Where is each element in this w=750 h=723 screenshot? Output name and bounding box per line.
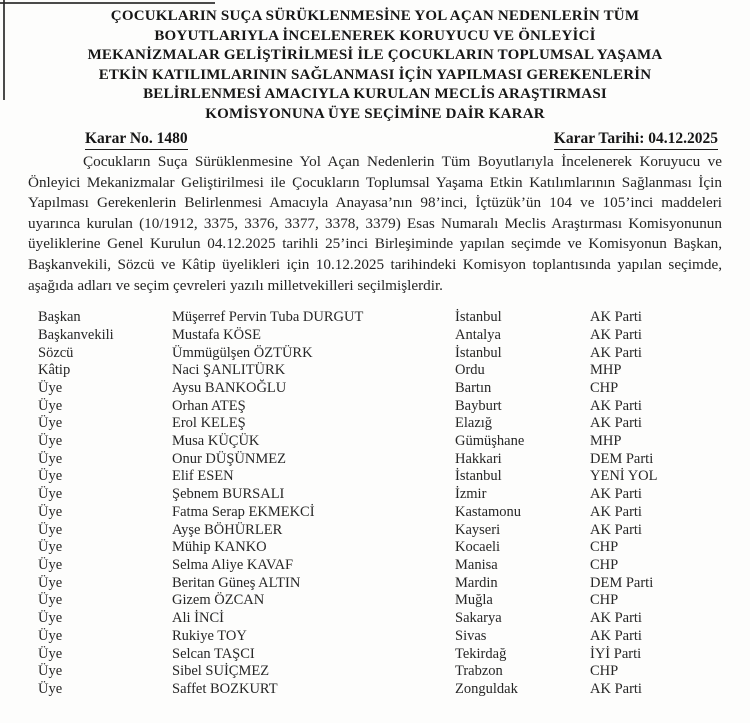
member-city: Ordu xyxy=(455,362,485,379)
member-name: Şebnem BURSALI xyxy=(172,486,285,503)
member-role: Kâtip xyxy=(38,362,71,379)
member-row xyxy=(38,433,750,451)
member-row xyxy=(38,380,750,398)
member-role: Üye xyxy=(38,379,63,396)
member-name: Selcan TAŞCI xyxy=(172,645,255,662)
member-party: AK Parti xyxy=(590,503,642,520)
member-city: Hakkari xyxy=(455,450,502,467)
member-party: MHP xyxy=(590,362,622,379)
member-role: Üye xyxy=(38,557,63,573)
member-row xyxy=(38,468,750,486)
member-party: AK Parti xyxy=(590,486,642,503)
member-city: Tekirdağ xyxy=(455,645,507,662)
member-row xyxy=(38,398,750,416)
member-name: Mühip KANKO xyxy=(172,539,267,556)
member-party: CHP xyxy=(590,379,619,396)
member-row xyxy=(38,415,750,433)
scan-frame-left-line xyxy=(3,0,5,100)
member-party: AK Parti xyxy=(590,344,642,361)
member-row xyxy=(38,610,750,628)
member-party: YENİ YOL xyxy=(590,468,658,485)
member-name: Sibel SUİÇMEZ xyxy=(172,663,270,680)
member-party: AK Parti xyxy=(590,309,642,326)
member-party: AK Parti xyxy=(590,415,642,432)
member-name: Fatma Serap EKMEKCİ xyxy=(172,503,315,520)
member-city: İstanbul xyxy=(455,468,502,485)
member-name: Ali İNCİ xyxy=(172,610,224,627)
member-row xyxy=(38,681,750,699)
member-city: İstanbul xyxy=(455,344,502,361)
member-party: CHP xyxy=(590,592,619,609)
member-role: Üye xyxy=(38,592,63,609)
title-line: BELİRLENMESİ AMACIYLA KURULAN MECLİS ARAŞTIRMASI xyxy=(143,86,607,102)
member-city: Kocaeli xyxy=(455,539,501,556)
member-name: Onur DÜŞÜNMEZ xyxy=(172,450,286,467)
title-line: BOYUTLARIYLA İNCELENEREK KORUYUCU VE ÖNLEYİCİ xyxy=(154,27,596,44)
member-name: Ayşe BÖHÜRLER xyxy=(172,521,283,538)
member-city: Kastamonu xyxy=(455,503,522,520)
member-city: İstanbul xyxy=(455,309,502,326)
title-line: ETKİN KATILIMLARININ SAĞLANMASI İÇİN YAPILMASI GEREKENLERİN xyxy=(98,66,652,83)
member-role: Üye xyxy=(38,415,63,432)
member-city: Sivas xyxy=(455,627,487,644)
member-city: Mardin xyxy=(455,574,498,591)
decision-number: Karar No. 1480 xyxy=(85,130,188,150)
member-city: Elazığ xyxy=(455,415,493,432)
member-party: DEM Parti xyxy=(590,450,654,467)
member-city: Bartın xyxy=(455,379,492,396)
member-name: Müşerref Pervin Tuba DURGUT xyxy=(172,309,364,326)
member-party: AK Parti xyxy=(590,397,642,414)
member-role: Üye xyxy=(38,539,63,556)
member-row xyxy=(38,575,750,593)
member-role: Üye xyxy=(38,680,63,697)
member-role: Üye xyxy=(38,468,63,485)
member-row xyxy=(38,522,750,540)
member-party: CHP xyxy=(590,557,619,573)
member-name: Rukiye TOY xyxy=(172,627,247,644)
member-name: Naci ŞANLITÜRK xyxy=(172,362,286,379)
member-row xyxy=(38,362,750,380)
member-role: Üye xyxy=(38,610,63,627)
member-city: Antalya xyxy=(455,326,501,343)
member-party: MHP xyxy=(590,433,622,450)
member-party: AK Parti xyxy=(590,326,642,343)
member-role: Başkan xyxy=(38,309,81,326)
member-party: AK Parti xyxy=(590,680,642,697)
title-line: KOMİSYONUNA ÜYE SEÇİMİNE DAİR KARAR xyxy=(205,105,545,122)
member-role: Üye xyxy=(38,663,63,680)
member-role: Üye xyxy=(38,645,63,662)
member-party: AK Parti xyxy=(590,521,642,538)
member-name: Orhan ATEŞ xyxy=(172,397,246,414)
title-line: MEKANİZMALAR GELİŞTİRİLMESİ İLE ÇOCUKLARIN TOPLUMSAL YAŞAMA xyxy=(87,47,663,63)
member-city: Bayburt xyxy=(455,397,502,414)
member-city: Muğla xyxy=(455,592,493,609)
member-row xyxy=(38,309,750,327)
member-role: Sözcü xyxy=(38,344,74,361)
member-role: Üye xyxy=(38,521,63,538)
member-name: Saffet BOZKURT xyxy=(172,680,278,697)
member-name: Gizem ÖZCAN xyxy=(172,592,265,609)
member-role: Üye xyxy=(38,433,63,450)
member-name: Erol KELEŞ xyxy=(172,415,246,432)
member-role: Üye xyxy=(38,627,63,644)
member-party: İYİ Parti xyxy=(590,645,642,662)
member-row xyxy=(38,539,750,557)
member-name: Selma Aliye KAVAF xyxy=(172,557,294,573)
member-row xyxy=(38,345,750,363)
member-party: DEM Parti xyxy=(590,574,654,591)
member-role: Üye xyxy=(38,486,63,503)
members-table-body xyxy=(38,309,750,698)
member-role: Üye xyxy=(38,450,63,467)
member-city: Zonguldak xyxy=(455,680,518,697)
member-role: Başkanvekili xyxy=(38,326,114,343)
member-row xyxy=(38,646,750,664)
decision-date: Karar Tarihi: 04.12.2025 xyxy=(554,130,718,150)
member-party: AK Parti xyxy=(590,627,642,644)
decision-meta-row xyxy=(85,130,718,150)
member-party: CHP xyxy=(590,539,619,556)
member-city: İzmir xyxy=(455,486,487,503)
member-role: Üye xyxy=(38,503,63,520)
members-table xyxy=(38,309,750,698)
decision-body-paragraph: Çocukların Suça Sürüklenmesine Yol Açan Nedenlerin Tüm Boyutlarıyla İncelenerek Koruyucu ve Önleyici Mekanizmalar Geliştirilmesi ile Çocukların Toplumsal Yaşama Etkin Katılımlarının Sağlanması İçin Yapılması Gerekenlerin Belirlenmesi Amacıyla Anayasa’nın 98’inci, İçtüzük’ün 104 ve 105’inci maddeleri uyarınca kurulan (10/1912, 3375, 3376, 3377, 3378, 3379) Esas Numaralı Meclis Araştırması Komisyonunun üyeliklerine Genel Kurulun 04.12.2025 tarihli 25’inci Birleşiminde yapılan seçimde ve Komisyonun Başkan, Başkanvekili, Sözcü ve Kâtip üyelikleri için 10.12.2025 tarihindeki Komisyon toplantısında yapılan seçimde, aşağıda adları ve seçim çevreleri yazılı milletvekilleri seçilmişlerdir. xyxy=(28,153,722,294)
member-row xyxy=(38,663,750,681)
member-city: Gümüşhane xyxy=(455,433,525,450)
member-name: Beritan Güneş ALTIN xyxy=(172,574,301,591)
member-name: Mustafa KÖSE xyxy=(172,326,262,343)
member-name: Ümmügülşen ÖZTÜRK xyxy=(172,344,313,361)
member-name: Aysu BANKOĞLU xyxy=(172,379,287,396)
member-row xyxy=(38,451,750,469)
member-party: CHP xyxy=(590,663,619,680)
member-row xyxy=(38,628,750,646)
title-line: ÇOCUKLARIN SUÇA SÜRÜKLENMESİNE YOL AÇAN NEDENLERİN TÜM xyxy=(110,8,640,24)
member-city: Kayseri xyxy=(455,521,501,538)
document-title xyxy=(55,7,695,124)
member-name: Elif ESEN xyxy=(172,468,234,485)
member-role: Üye xyxy=(38,397,63,414)
member-row xyxy=(38,486,750,504)
member-row xyxy=(38,504,750,522)
member-row xyxy=(38,592,750,610)
member-role: Üye xyxy=(38,574,63,591)
member-row xyxy=(38,557,750,575)
member-city: Sakarya xyxy=(455,610,502,627)
scan-frame-top-line xyxy=(0,2,215,4)
member-party: AK Parti xyxy=(590,610,642,627)
member-city: Manisa xyxy=(455,557,498,573)
member-name: Musa KÜÇÜK xyxy=(172,433,260,450)
member-city: Trabzon xyxy=(455,663,503,680)
member-row xyxy=(38,327,750,345)
